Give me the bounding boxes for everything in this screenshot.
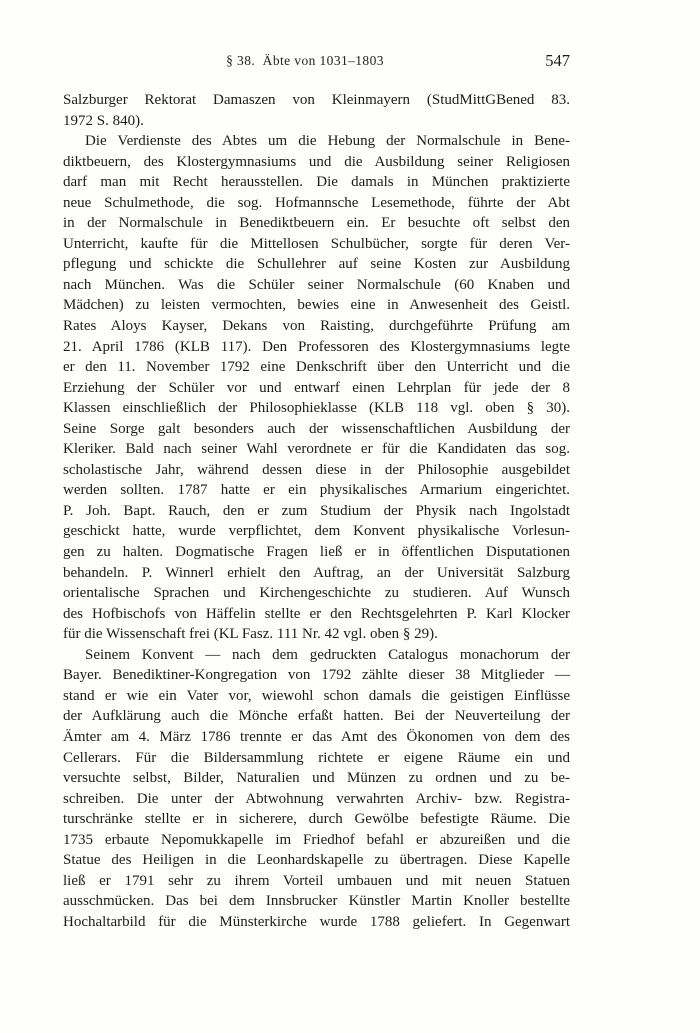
text-line: scholastische Jahr, während dessen diese in der Philosophie ausgebildet bbox=[63, 461, 570, 478]
text-line: Seine Sorge galt besonders auch der wissenschaftlichen Ausbildung der bbox=[63, 420, 570, 437]
text-line: pflegung und schickte die Schullehrer auf seine Kosten zur Ausbildung bbox=[63, 256, 570, 273]
text-line: in der Normalschule in Benediktbeuern ein. Er besuchte oft selbst den bbox=[63, 215, 570, 232]
text-line: Unterricht, kaufte für die Mittellosen Schulbücher, sorgte für deren Ver- bbox=[63, 235, 570, 252]
text-line: 1735 erbaute Nepomukkapelle im Friedhof befahl er abzureißen und die bbox=[63, 831, 570, 848]
text-line: neue Schulmethode, die sog. Hofmannsche Lesemethode, führte der Abt bbox=[63, 194, 570, 211]
text-line: orientalische Sprachen und Kirchengeschichte zu studieren. Auf Wunsch bbox=[63, 585, 570, 602]
text-block bbox=[63, 90, 570, 932]
text-line: stand er wie ein Vater vor, wiewohl schon damals die geistigen Einflüsse bbox=[63, 687, 570, 704]
text-line: darf man mit Recht herausstellen. Die damals in München praktizierte bbox=[63, 174, 570, 191]
text-line: Salzburger Rektorat Damaszen von Kleinmayern (StudMittGBened 83. bbox=[63, 92, 570, 108]
text-line: 21. April 1786 (KLB 117). Den Professoren des Klostergymnasiums legte bbox=[63, 338, 570, 355]
text-line: Statue des Heiligen in die Leonhardskapelle zu übertragen. Diese Kapelle bbox=[63, 852, 570, 869]
text-line: turschränke stellte er in sicherere, durch Gewölbe befestigte Räume. Die bbox=[63, 811, 570, 828]
text-line: Bayer. Benediktiner-Kongregation von 1792 zählte dieser 38 Mitglieder — bbox=[63, 667, 570, 684]
text-line: nach München. Was die Schüler seiner Normalschule (60 Knaben und bbox=[63, 276, 570, 293]
text-line: P. Joh. Bapt. Rauch, den er zum Studium der Physik nach Ingolstadt bbox=[63, 502, 570, 519]
text-line: Ämter am 4. März 1786 trennte er das Amt des Ökonomen von dem des bbox=[63, 728, 570, 745]
text-line: Rates Aloys Kayser, Dekans von Raisting, durchgeführte Prüfung am bbox=[63, 318, 570, 335]
text-line: er den 11. November 1792 eine Denkschrift über den Unterricht und die bbox=[63, 359, 570, 376]
running-head: § 38. Äbte von 1031–1803 bbox=[226, 53, 384, 68]
text-line: Cellerars. Für die Bildersammlung richtete er eigene Räume ein und bbox=[63, 749, 570, 766]
text-line: 1972 S. 840). bbox=[63, 112, 144, 129]
text-line: geschickt hatte, wurde verpflichtet, dem Konvent physikalische Vorlesun- bbox=[63, 523, 570, 540]
text-line: versuchte selbst, Bilder, Naturalien und Münzen zu ordnen und zu be- bbox=[63, 770, 570, 787]
text-line: ließ er 1791 sehr zu ihrem Vorteil umbauen und mit neuen Statuen bbox=[63, 872, 570, 889]
text-line: gen zu halten. Dogmatische Fragen ließ er in öffentlichen Disputationen bbox=[63, 544, 570, 561]
text-line: Seinem Konvent — nach dem gedruckten Catalogus monachorum der bbox=[85, 646, 570, 663]
text-line: Kleriker. Bald nach seiner Wahl verordnete er für die Kandidaten das sog. bbox=[63, 441, 570, 458]
text-line: diktbeuern, des Klostergymnasiums und die Ausbildung seiner Religiosen bbox=[63, 153, 570, 170]
text-line: werden sollten. 1787 hatte er ein physikalisches Armarium eingerichtet. bbox=[63, 482, 570, 499]
text-line: Mädchen) zu leisten vermochten, bewies eine in Anwesenheit des Geistl. bbox=[63, 297, 570, 314]
text-line: für die Wissenschaft frei (KL Fasz. 111 Nr. 42 vgl. oben § 29). bbox=[63, 626, 438, 643]
text-line: Erziehung der Schüler vor und entwarf einen Lehrplan für jede der 8 bbox=[63, 379, 570, 396]
text-line: schreiben. Die unter der Abtwohnung verwahrten Archiv- bzw. Registra- bbox=[63, 790, 570, 807]
text-line: Klassen einschließlich der Philosophieklasse (KLB 118 vgl. oben § 30). bbox=[63, 400, 570, 417]
page-header bbox=[63, 51, 570, 73]
text-line: behandeln. P. Winnerl erhielt den Auftrag, an der Universität Salzburg bbox=[63, 564, 570, 581]
text-line: des Hofbischofs von Häffelin stellte er den Rechtsgelehrten P. Karl Klocker bbox=[63, 605, 570, 622]
text-line: ausschmücken. Das bei dem Innsbrucker Künstler Martin Knoller bestellte bbox=[63, 893, 570, 910]
text-line: Die Verdienste des Abtes um die Hebung der Normalschule in Bene- bbox=[85, 133, 570, 150]
text-line: Hochaltarbild für die Münsterkirche wurde 1788 geliefert. In Gegenwart bbox=[63, 913, 570, 930]
page-number: 547 bbox=[545, 51, 570, 70]
text-line: der Aufklärung auch die Mönche erfaßt hatten. Bei der Neuverteilung der bbox=[63, 708, 570, 725]
